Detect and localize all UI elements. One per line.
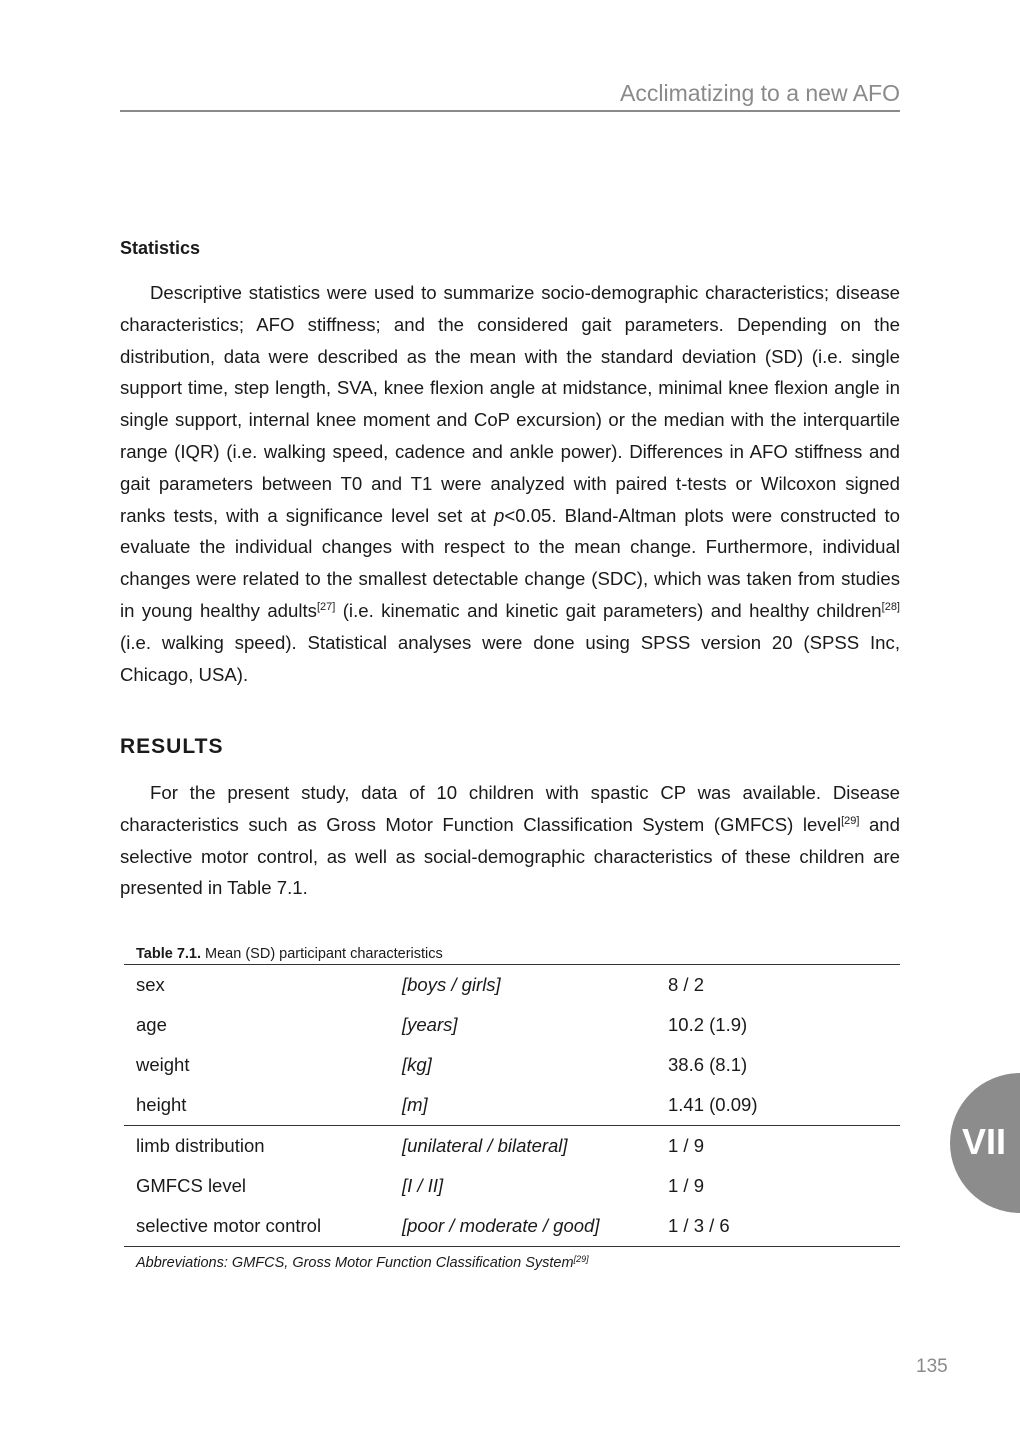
row-value: 38.6 (8.1) xyxy=(668,1054,748,1075)
row-unit: [kg] xyxy=(402,1054,432,1075)
results-heading: RESULTS xyxy=(120,735,224,758)
results-text-2: and selective motor control, as well as social-demographic characteristics of these children are presented in Table 7.1. xyxy=(120,813,900,899)
row-label: weight xyxy=(136,1054,190,1075)
table-caption xyxy=(124,944,900,965)
statistics-text-3: (i.e. kinematic and kinetic gait parameters) and healthy children xyxy=(335,599,882,621)
table-row xyxy=(124,1085,900,1126)
row-value: 1.41 (0.09) xyxy=(668,1094,758,1115)
row-label: sex xyxy=(136,974,165,995)
page-number: 135 xyxy=(916,1356,948,1377)
table-row xyxy=(124,965,900,1005)
row-unit: [I / II] xyxy=(402,1175,444,1196)
results-text-1: For the present study, data of 10 children with spastic CP was available. Disease characteristics such as Gross Motor Function Classification System (GMFCS) level xyxy=(120,782,900,835)
table-row xyxy=(124,1166,900,1206)
row-value: 1 / 9 xyxy=(668,1126,900,1167)
row-unit: [years] xyxy=(402,1014,458,1035)
p-value-symbol: p xyxy=(494,504,505,526)
row-label: height xyxy=(136,1094,187,1115)
table-row xyxy=(124,1206,900,1247)
statistics-text-2: <0.05. Bland-Altman plots were constructed to evaluate the individual changes with respect to the mean change. Furthermore, individual changes were related to the smallest detectable change (SDC), which was taken from studies in young healthy adults xyxy=(120,504,900,621)
row-unit: [boys / girls] xyxy=(402,974,501,995)
chapter-number: VII xyxy=(962,1121,1007,1162)
table-footnote-text: Abbreviations: GMFCS, Gross Motor Function Classification System xyxy=(136,1255,574,1271)
statistics-text-1: Descriptive statistics were used to summarize socio-demographic characteristics; disease characteristics; AFO stiffness; and the considered gait parameters. Depending on the distribution, data were described as the mean with the standard deviation (SD) (i.e. single support time, step length, SVA, knee flexion angle at midstance, minimal knee flexion angle in single support, internal knee moment and CoP excursion) or the median with the interquartile range (IQR) (i.e. walking speed, cadence and ankle power). Differences in AFO stiffness and gait parameters between T0 and T1 were analyzed with paired t-tests or Wilcoxon signed ranks tests, with a significance level set at xyxy=(120,282,900,526)
row-unit: [poor / moderate / good] xyxy=(402,1206,668,1247)
row-unit: [unilateral / bilateral] xyxy=(402,1126,668,1167)
results-paragraph xyxy=(120,777,900,904)
row-value: 8 / 2 xyxy=(668,974,704,995)
statistics-heading: Statistics xyxy=(120,238,201,258)
table-caption-label: Table 7.1. xyxy=(136,946,202,962)
running-header xyxy=(120,80,900,112)
row-label: GMFCS level xyxy=(136,1175,246,1196)
running-title: Acclimatizing to a new AFO xyxy=(620,80,900,106)
statistics-paragraph xyxy=(120,277,900,690)
citation-29: [29] xyxy=(841,814,860,827)
table-footnote xyxy=(124,1255,900,1271)
table-row xyxy=(124,1126,900,1167)
citation-28: [28] xyxy=(881,600,900,613)
statistics-text-4: (i.e. walking speed). Statistical analyses were done using SPSS version 20 (SPSS Inc, Chicago, USA). xyxy=(120,631,900,685)
citation-27: [27] xyxy=(316,600,336,613)
row-value: 1 / 3 / 6 xyxy=(668,1206,900,1247)
row-label: limb distribution xyxy=(124,1126,402,1167)
row-value: 10.2 (1.9) xyxy=(668,1014,748,1035)
row-label: selective motor control xyxy=(124,1206,402,1247)
row-unit: [m] xyxy=(402,1094,428,1115)
table-footnote-citation: [29] xyxy=(573,1254,589,1264)
table-row xyxy=(124,1045,900,1085)
row-label: age xyxy=(136,1014,167,1035)
row-value: 1 / 9 xyxy=(668,1175,704,1196)
participant-table xyxy=(124,944,900,1271)
table-row xyxy=(124,1005,900,1045)
table-caption-text: Mean (SD) participant characteristics xyxy=(201,946,443,962)
characteristics-table xyxy=(124,965,900,1247)
chapter-tab xyxy=(950,1073,1020,1213)
